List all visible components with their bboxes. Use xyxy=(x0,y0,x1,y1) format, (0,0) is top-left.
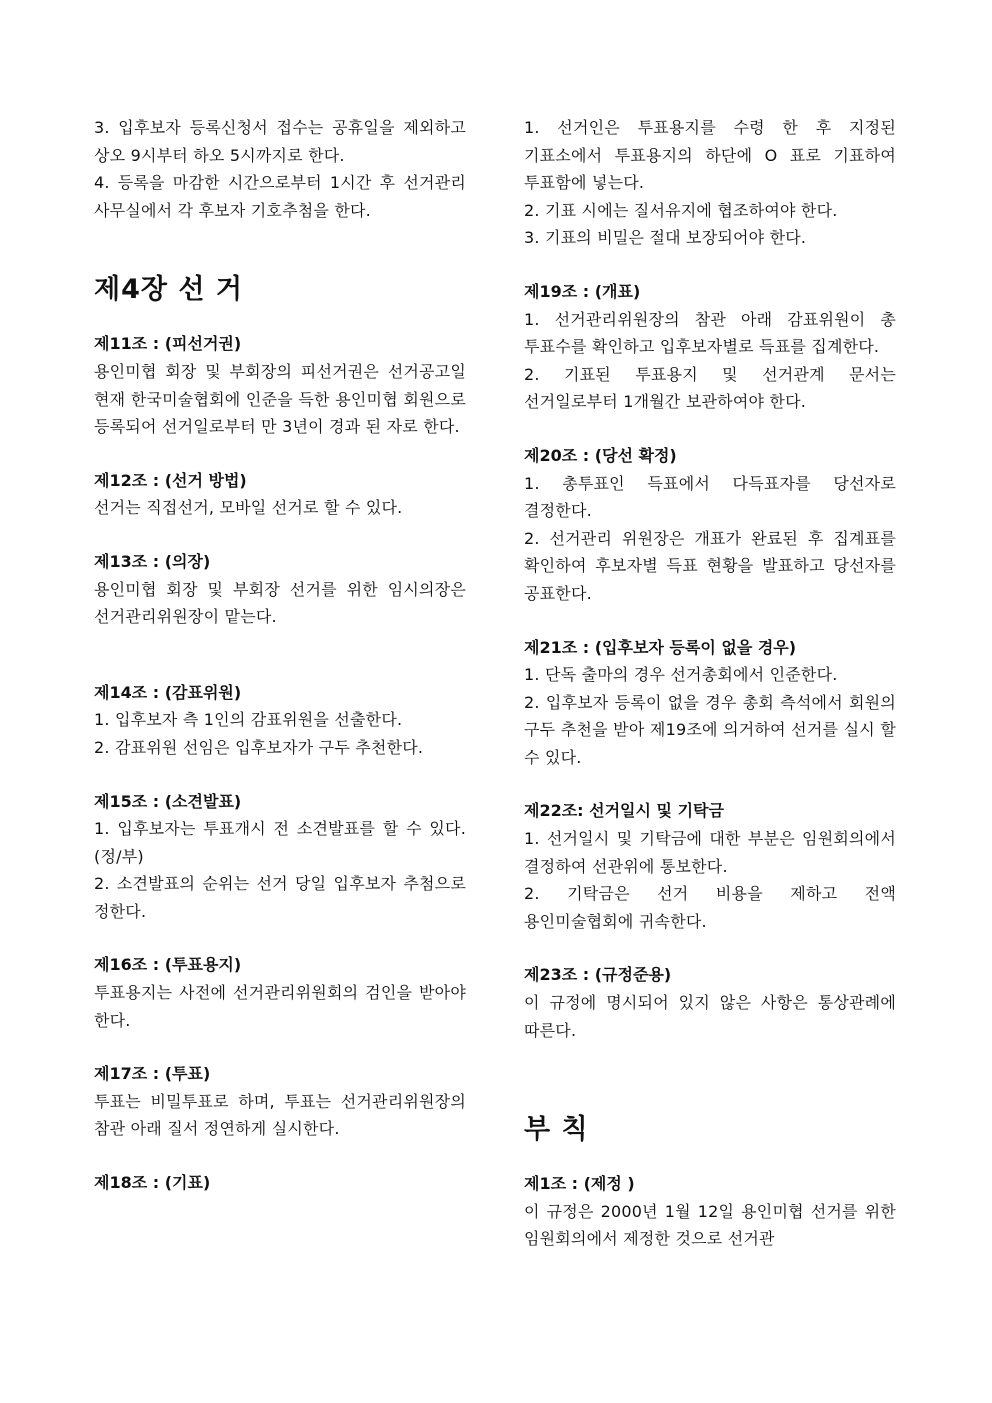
article-text: 이 규정에 명시되어 있지 않은 사항은 통상관례에 따른다. xyxy=(524,993,896,1040)
article-17 xyxy=(94,1060,466,1143)
left-column xyxy=(94,114,466,1197)
article-19 xyxy=(524,278,896,416)
article-text: 용인미협 회장 및 부회장 선거를 위한 임시의장은 선거관리위원장이 맡는다. xyxy=(94,579,466,627)
article-text: 1. 입후보자 측 1인의 감표위원을 선출한다. xyxy=(94,710,403,730)
article-21 xyxy=(524,634,896,772)
article-18-body xyxy=(524,114,896,252)
supplement-heading: 부 칙 xyxy=(524,1114,589,1146)
article-text: 1. 입후보자는 투표개시 전 소견발표를 할 수 있다. (정/부) xyxy=(94,819,466,866)
article-title: 제11조 : (피선거권) xyxy=(94,334,242,354)
article-14 xyxy=(94,679,466,762)
article-title: 제19조 : (개표) xyxy=(524,281,641,301)
article-text: 1. 선거인은 투표용지를 수령 한 후 지정된 기표소에서 투표용지의 하단에 O 표로 기표하여 투표함에 넣는다. xyxy=(524,118,896,193)
article-20 xyxy=(524,442,896,608)
article-22 xyxy=(524,797,896,935)
article-title: 제14조 : (감표위원) xyxy=(94,682,242,702)
article-text: 투표용지는 사전에 선거관리위원회의 검인을 받아야 한다. xyxy=(94,983,466,1030)
article-text: 투표는 비밀투표로 하며, 투표는 선거관리위원장의 참관 아래 질서 정연하게 실시한다. xyxy=(94,1091,466,1139)
article-text: 1. 선거일시 및 기탁금에 대한 부분은 임원회의에서 결정하여 선관위에 통보한다. xyxy=(524,829,896,876)
article-title: 제12조 : (선거 방법) xyxy=(94,470,247,490)
article-text: 선거는 직접선거, 모바일 선거로 할 수 있다. xyxy=(94,498,403,518)
article-text: 2. 선거관리 위원장은 개표가 완료된 후 집계표를 확인하여 후보자별 득표 현황을 발표하고 당선자를 공표한다. xyxy=(524,528,896,603)
article-title: 제22조: 선거일시 및 기탁금 xyxy=(524,801,724,821)
article-text: 2. 감표위원 선임은 입후보자가 구두 추천한다. xyxy=(94,737,424,757)
article-text: 2. 소견발표의 순위는 선거 당일 입후보자 추첨으로 정한다. xyxy=(94,874,466,921)
article-title: 제18조 : (기표) xyxy=(94,1173,211,1193)
article-15 xyxy=(94,788,466,926)
clause-text: 4. 등록을 마감한 시간으로부터 1시간 후 선거관리 사무실에서 각 후보자 기호추첨을 한다. xyxy=(94,173,466,220)
supplement-article-1 xyxy=(524,1170,896,1253)
article-title: 제17조 : (투표) xyxy=(94,1064,211,1084)
article-text: 2. 기표된 투표용지 및 선거관계 문서는 선거일로부터 1개월간 보관하여야 한다. xyxy=(524,364,896,412)
article-text: 2. 입후보자 등록이 없을 경우 총회 측석에서 회원의 구두 추천을 받아 제19조에 의거하여 선거를 실시 할 수 있다. xyxy=(524,692,896,767)
article-text: 2. 기탁금은 선거 비용을 제하고 전액 용인미술협회에 귀속한다. xyxy=(524,884,896,931)
article-13 xyxy=(94,548,466,631)
article-title: 제21조 : (입후보자 등록이 없을 경우) xyxy=(524,637,797,657)
article-23 xyxy=(524,961,896,1044)
article-title: 제23조 : (규정준용) xyxy=(524,965,672,985)
article-18 xyxy=(94,1169,466,1197)
article-title: 제20조 : (당선 확정) xyxy=(524,445,677,465)
article-text: 이 규정은 2000년 1월 12일 용인미협 선거를 위한 임원회의에서 제정한 것으로 선거관 xyxy=(524,1201,896,1249)
right-column xyxy=(524,114,896,1253)
clause-text: 3. 입후보자 등록신청서 접수는 공휴일을 제외하고 상오 9시부터 하오 5시까지로 한다. xyxy=(94,118,466,165)
article-text: 1. 총투표인 득표에서 다득표자를 당선자로 결정한다. xyxy=(524,473,896,521)
article-16 xyxy=(94,951,466,1034)
article-title: 제15조 : (소견발표) xyxy=(94,791,242,811)
article-11 xyxy=(94,330,466,440)
article-text: 용인미협 회장 및 부회장의 피선거권은 선거공고일 현재 한국미술협회에 인준을 득한 용인미협 회원으로 등록되어 선거일로부터 만 3년이 경과 된 자로 한다. xyxy=(94,361,466,437)
article-text: 1. 선거관리위원장의 참관 아래 감표위원이 총 투표수를 확인하고 입후보자별로 득표를 집계한다. xyxy=(524,309,896,357)
article-12 xyxy=(94,467,466,522)
article-text: 1. 단독 출마의 경우 선거총회에서 인준한다. xyxy=(524,665,838,685)
article-title: 제16조 : (투표용지) xyxy=(94,955,242,975)
intro-clauses xyxy=(94,114,466,224)
article-text: 2. 기표 시에는 질서유지에 협조하여야 한다. xyxy=(524,200,838,220)
chapter-heading: 제4장 선 거 xyxy=(94,274,243,306)
article-text: 3. 기표의 비밀은 절대 보장되어야 한다. xyxy=(524,228,807,248)
article-title: 제1조 : (제정 ) xyxy=(524,1174,635,1194)
article-title: 제13조 : (의장) xyxy=(94,551,211,571)
